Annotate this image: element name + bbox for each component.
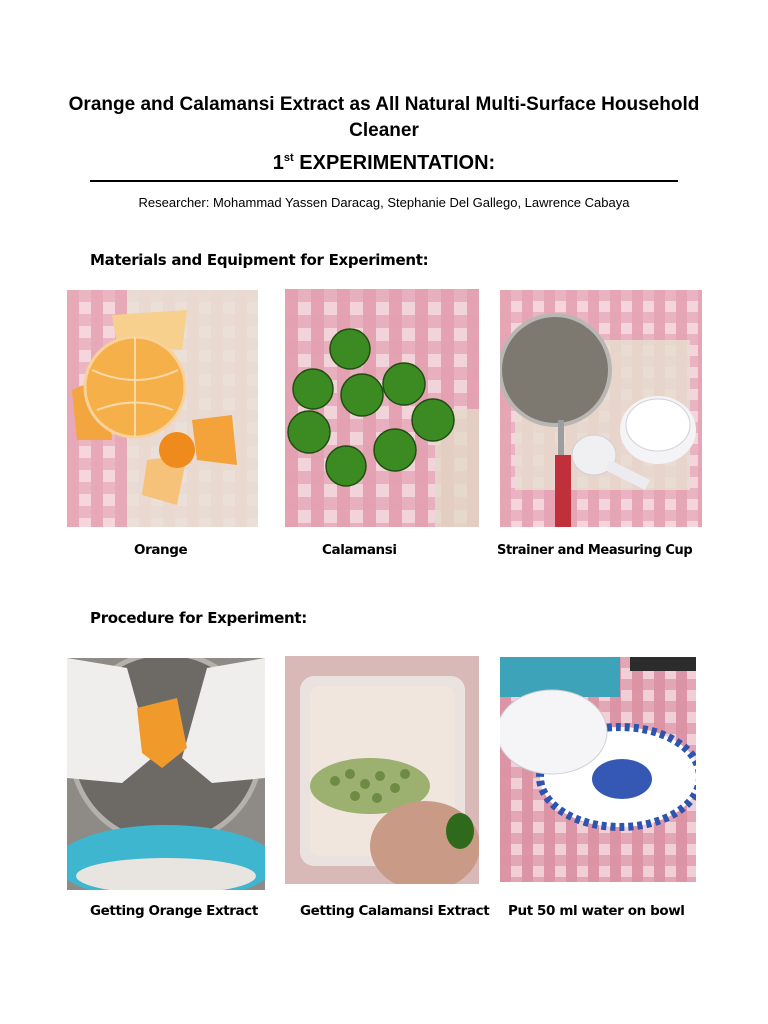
calamansi-photo (285, 289, 479, 527)
water-bowl-photo (500, 657, 696, 882)
subtitle-number: 1 (272, 152, 284, 174)
caption-strainer: Strainer and Measuring Cup (497, 543, 693, 558)
caption-orange-extract: Getting Orange Extract (90, 903, 258, 919)
materials-heading: Materials and Equipment for Experiment: (90, 251, 429, 269)
orange-extract-photo (67, 658, 265, 890)
calamansi-extract-photo (285, 656, 479, 884)
procedure-heading: Procedure for Experiment: (90, 609, 307, 627)
title-divider (90, 180, 678, 182)
experiment-subtitle (60, 152, 708, 175)
caption-water-bowl: Put 50 ml water on bowl (508, 903, 685, 919)
caption-calamansi-extract: Getting Calamansi Extract (300, 903, 490, 919)
strainer-photo (500, 290, 702, 527)
researcher-line: Researcher: Mohammad Yassen Daracag, Stephanie Del Gallego, Lawrence Cabaya (138, 195, 630, 210)
caption-calamansi: Calamansi (322, 542, 397, 558)
orange-photo (67, 290, 258, 527)
document-title: Orange and Calamansi Extract as All Natural Multi-Surface Household Cleaner (68, 94, 700, 141)
subtitle-text: EXPERIMENTATION: (293, 152, 496, 174)
caption-orange: Orange (134, 542, 188, 558)
subtitle-superscript: st (283, 152, 294, 164)
